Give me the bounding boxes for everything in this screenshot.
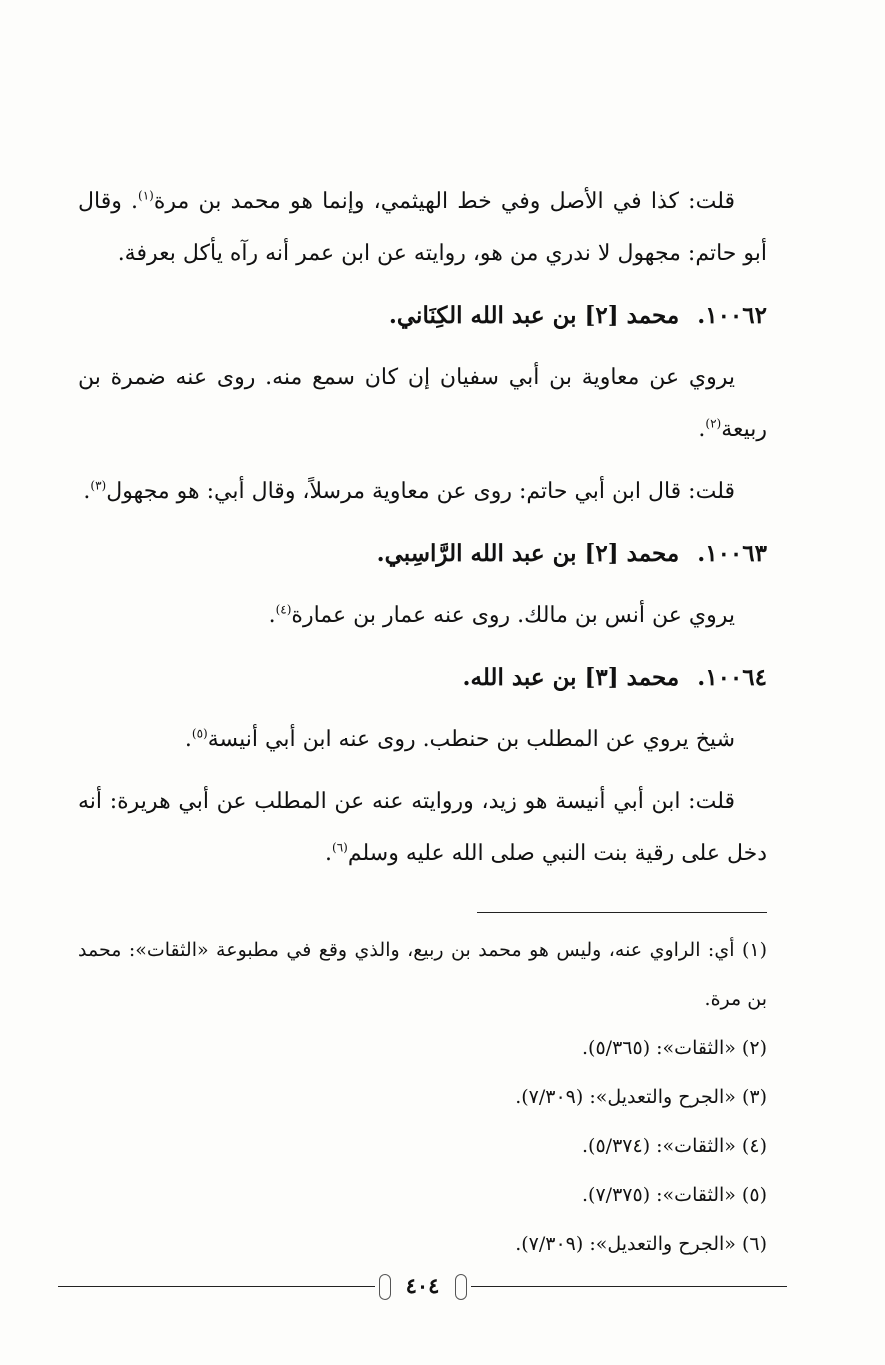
entry-number: ١٠٠٦٤. [697,664,767,691]
footnote-ref: (٢) [705,416,722,431]
footnote: (٥) «الثقات»: (٧/٣٧٥). [582,1184,767,1206]
entry-heading [78,528,767,580]
footnote-ref: (١) [138,188,154,203]
footnote: (٣) «الجرح والتعديل»: (٧/٣٠٩). [515,1086,767,1108]
footnote: (٦) «الجرح والتعديل»: (٧/٣٠٩). [515,1233,767,1255]
page-footer [58,1270,787,1310]
page-number: ٤٠٤ [405,1273,440,1298]
paragraph: يروي عن معاوية بن أبي سفيان إن كان سمع منه. روى عنه ضمرة بن ربيعة$^{(٢)}$. [78,365,767,442]
page-number-ornament [375,1270,471,1304]
paragraph: يروي عن أنس بن مالك. روى عنه عمار بن عمارة$^{(٤)}$. [268,602,735,628]
footnotes [78,926,767,1269]
entry-name: محمد [٢] بن عبد الله الرَّاسِبي. [376,540,680,567]
main-text [78,176,767,890]
footnote-ref: (٣) [90,478,107,493]
footnote-ref: (٥) [191,726,208,741]
entry-heading [78,290,767,342]
footnote-divider [477,912,767,913]
paragraph: قلت: قال ابن أبي حاتم: روى عن معاوية مرسلاً، وقال أبي: هو مجهول$^{(٣)}$. [83,478,735,504]
paragraph: قلت: كذا في الأصل وفي خط الهيثمي، وإنما هو محمد بن مرة$^{(١)}$. وقال أبو حاتم: مجهول لا ندري من هو، روايته عن ابن عمر أنه رآه يأكل بعرفة. [78,188,767,266]
footnote-ref: (٦) [332,840,348,855]
footnote-ref: (٤) [275,602,292,617]
footnote: (١) أي: الراوي عنه، وليس هو محمد بن ربيع، والذي وقع في مطبوعة «الثقات»: محمد بن مرة. [78,939,767,1010]
entry-number: ١٠٠٦٣. [697,540,767,567]
paragraph: شيخ يروي عن المطلب بن حنطب. روى عنه ابن أبي أنيسة$^{(٥)}$. [184,726,735,752]
entry-name: محمد [٣] بن عبد الله. [462,664,680,691]
entry-name: محمد [٢] بن عبد الله الكِنَاني. [388,302,680,329]
book-page [78,0,767,1365]
entry-heading [78,652,767,704]
paragraph: قلت: ابن أبي أنيسة هو زيد، وروايته عنه عن المطلب عن أبي هريرة: أنه دخل على رقية بنت النبي صلى الله عليه وسلم$^{(٦)}$. [78,789,767,866]
footnote: (٢) «الثقات»: (٥/٣٦٥). [582,1037,767,1059]
entry-number: ١٠٠٦٢. [697,302,767,329]
footnote: (٤) «الثقات»: (٥/٣٧٤). [582,1135,767,1157]
